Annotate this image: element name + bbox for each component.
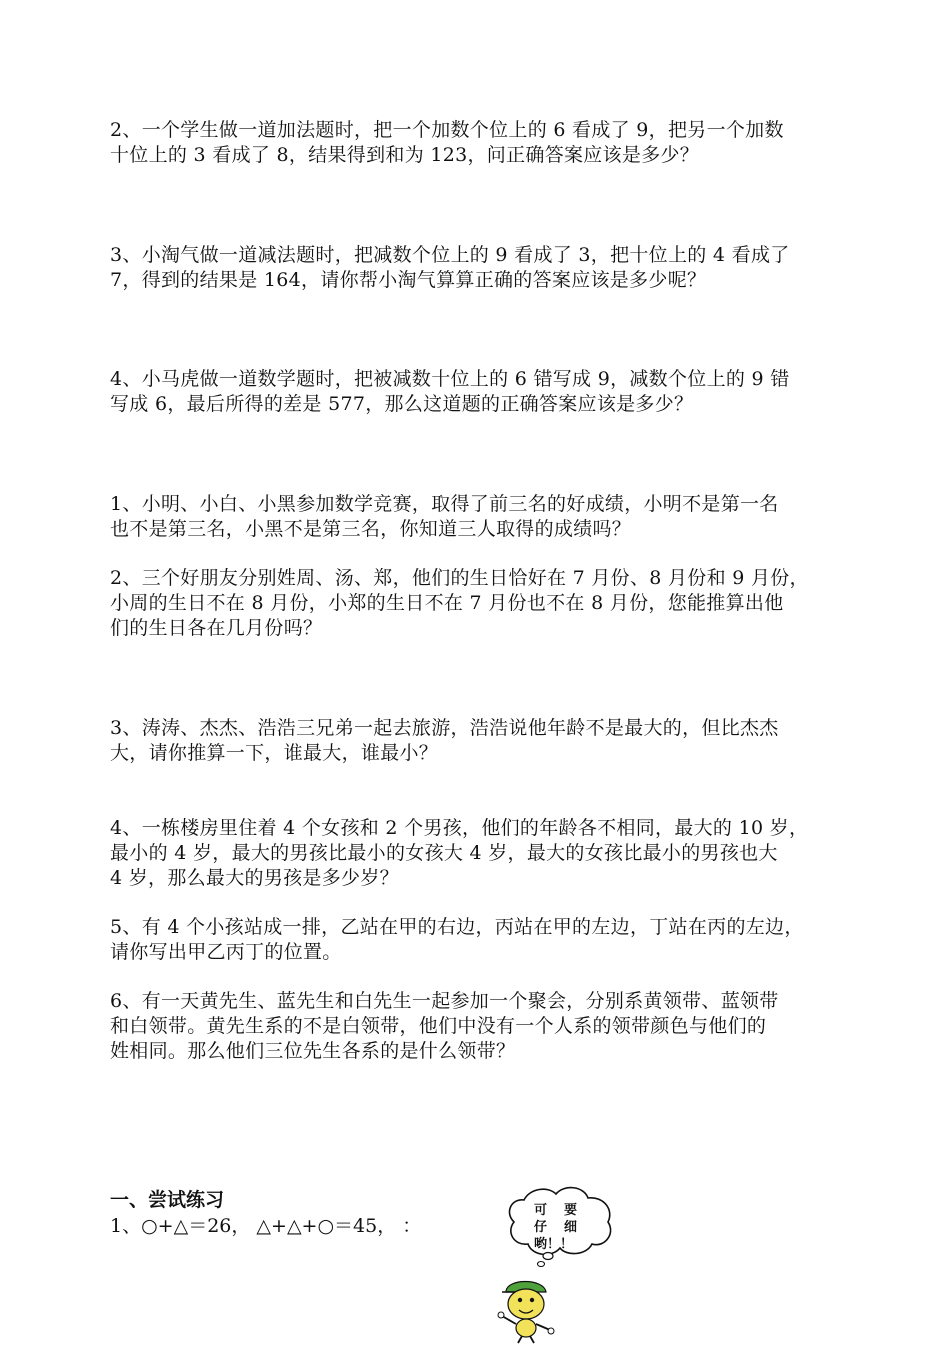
question-logic-1: 1、小明、小白、小黑参加数学竞赛，取得了前三名的好成绩，小明不是第一名 也不是第三名，小黑不是第三名，你知道三人取得的成绩吗？ <box>110 493 779 540</box>
question-logic-5: 5、有 4 个小孩站成一排，乙站在甲的右边，丙站在甲的左边，丁站在丙的左边， 请你写出甲乙丙丁的位置。 <box>110 916 804 963</box>
question-logic-4: 4、一栋楼房里住着 4 个女孩和 2 个男孩，他们的年龄各不相同，最大的 10 岁， 最小的 4 岁，最大的男孩比最小的女孩大 4 岁，最大的女孩比最小的男孩也大 4 岁，那么最大的男孩是多少岁？ <box>110 817 809 889</box>
cartoon-kid-icon <box>492 1270 562 1344</box>
bubble-char-1: 可 <box>534 1203 548 1218</box>
question-logic-2: 2、三个好朋友分别姓周、汤、郑，他们的生日恰好在 7 月份、8 月份和 9 月份， 小周的生日不在 8 月份，小郑的生日不在 7 月份也不在 8 月份，您能推算出他 们的生日各在几月份吗？ <box>110 567 809 639</box>
practice-equation-line: 1、○+△＝26， △+△+○＝45， ： <box>110 1215 422 1237</box>
bubble-char-2: 要 <box>564 1203 578 1218</box>
question-subtraction-3: 3、小淘气做一道减法题时，把减数个位上的 9 看成了 3，把十位上的 4 看成了 7，得到的结果是 164，请你帮小淘气算算正确的答案应该是多少呢？ <box>110 244 790 291</box>
question-subtraction-4: 4、小马虎做一道数学题时，把被减数十位上的 6 错写成 9，减数个位上的 9 错 写成 6，最后所得的差是 577，那么这道题的正确答案应该是多少？ <box>110 368 790 415</box>
bubble-char-5: 哟！！ <box>534 1237 574 1252</box>
bubble-char-3: 仔 <box>534 1220 548 1235</box>
section-heading: 一、尝试练习 <box>110 1189 225 1211</box>
bubble-char-4: 细 <box>564 1220 578 1235</box>
speech-bubble <box>504 1186 616 1270</box>
mascot-illustration <box>492 1270 562 1344</box>
question-logic-6: 6、有一天黄先生、蓝先生和白先生一起参加一个聚会，分别系黄领带、蓝领带 和白领带。黄先生系的不是白领带，他们中没有一个人系的领带颜色与他们的 姓相同。那么他们三位先生各系的是什么领带？ <box>110 990 779 1062</box>
question-addition-2: 2、一个学生做一道加法题时，把一个加数个位上的 6 看成了 9，把另一个加数 十位上的 3 看成了 8，结果得到和为 123，问正确答案应该是多少？ <box>110 119 784 166</box>
cloud-bubble-icon <box>504 1186 616 1270</box>
question-logic-3: 3、涛涛、杰杰、浩浩三兄弟一起去旅游，浩浩说他年龄不是最大的，但比杰杰 大，请你推算一下，谁最大，谁最小？ <box>110 717 779 764</box>
